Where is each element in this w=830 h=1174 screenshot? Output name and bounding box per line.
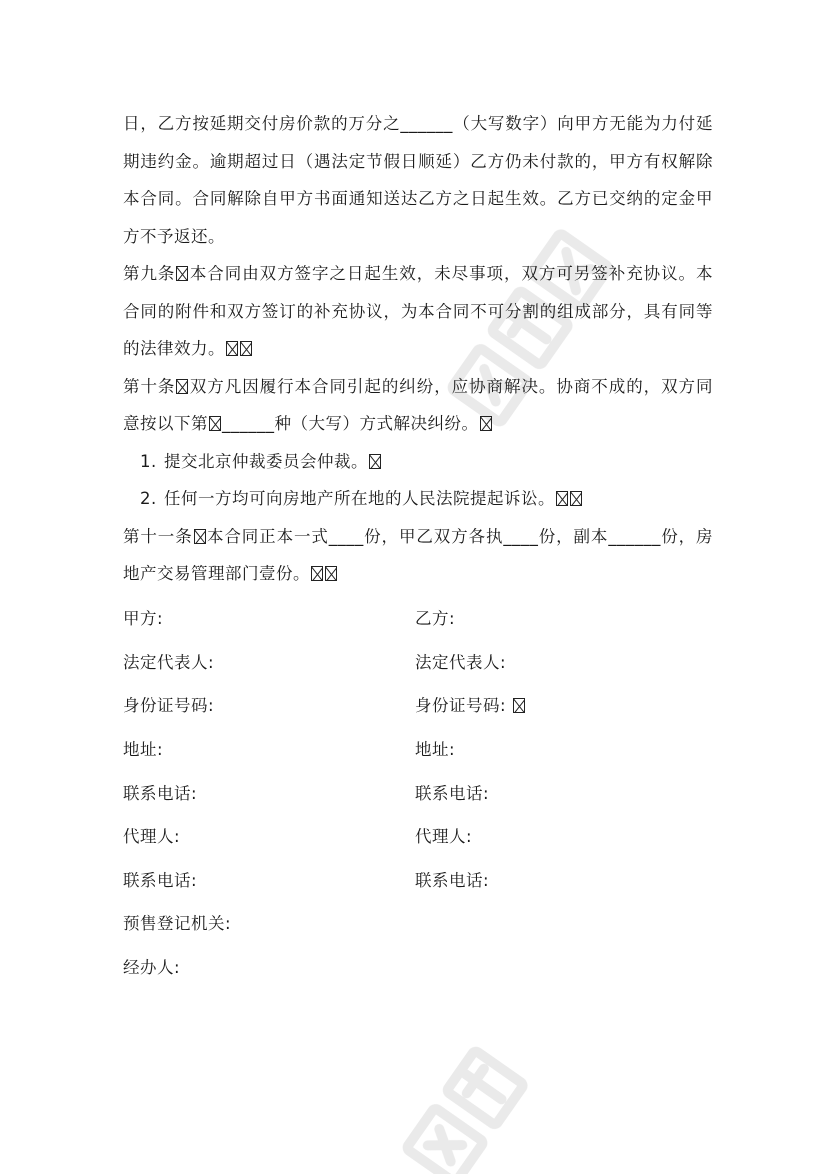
signature-row	[123, 944, 713, 988]
signature-row	[123, 813, 713, 857]
party-a-address: 地址:	[123, 740, 164, 760]
signature-row	[123, 639, 713, 683]
list-item-number: 2.	[140, 489, 157, 508]
missing-glyph-icon	[176, 379, 188, 394]
party-a-agent: 代理人:	[123, 827, 181, 847]
article-9-text: 本合同由双方签字之日起生效，未尽事项，双方可另签补充协议。本合同的附件和双方签订的补充协议，为本合同不可分割的组成部分，具有同等的法律效力。	[123, 264, 714, 358]
missing-glyph-icon	[556, 491, 568, 506]
article-10-text: 双方凡因履行本合同引起的纠纷，应协商解决。协商不成的，双方同意按以下第	[123, 376, 714, 433]
article-9-label: 第九条	[123, 264, 176, 283]
missing-glyph-icon	[325, 566, 337, 581]
party-b-phone: 联系电话:	[415, 783, 490, 803]
paragraph-penalty-text: 日，乙方按延期交付房价款的万分之______（大写数字）向甲方无能为力付延期违约金。逾期超过日（遇法定节假日顺延）乙方仍未付款的，甲方有权解除本合同。合同解除自甲方书面通知送达乙方之日起生效。乙方已交纳的定金甲方不予返还。	[123, 114, 713, 246]
list-item-number: 1.	[140, 451, 157, 471]
missing-glyph-icon	[176, 266, 188, 281]
missing-glyph-icon	[240, 341, 252, 356]
signature-row	[123, 596, 713, 640]
document-page	[123, 105, 713, 988]
article-10-text-end: ______种（大写）方式解决纠纷。	[222, 414, 479, 433]
signature-row	[123, 857, 713, 901]
party-b-legal-rep: 法定代表人:	[415, 652, 507, 672]
signature-row	[123, 901, 713, 945]
missing-glyph-icon	[369, 454, 381, 469]
presale-registration-authority: 预售登记机关:	[123, 914, 232, 934]
signature-row	[123, 770, 713, 814]
signature-row	[123, 683, 713, 727]
missing-glyph-icon	[480, 416, 492, 431]
paragraph-article-10	[123, 368, 713, 443]
list-item-text: 提交北京仲裁委员会仲裁。	[164, 451, 368, 471]
party-b-id-number: 身份证号码:	[415, 696, 507, 716]
missing-glyph-icon	[194, 529, 206, 544]
list-item	[123, 480, 713, 518]
party-a-legal-rep: 法定代表人:	[123, 652, 215, 672]
paragraph-article-9	[123, 255, 713, 368]
signature-block	[123, 596, 713, 988]
article-11-text: 本合同正本一式____份，甲乙双方各执____份，副本______份，房地产交易管理部门壹份。	[123, 526, 714, 583]
paragraph-penalty	[123, 105, 713, 255]
missing-glyph-icon	[209, 416, 221, 431]
missing-glyph-icon	[311, 566, 323, 581]
missing-glyph-icon	[513, 698, 525, 713]
party-b-label: 乙方:	[415, 609, 456, 629]
list-item-text: 任何一方均可向房地产所在地的人民法院提起诉讼。	[164, 489, 555, 508]
party-a-id-number: 身份证号码:	[123, 696, 215, 716]
party-b-address: 地址:	[415, 740, 456, 760]
party-b-agent-phone: 联系电话:	[415, 870, 490, 890]
handler: 经办人:	[123, 958, 181, 978]
party-b-id-number-cell	[415, 692, 713, 716]
party-b-agent: 代理人:	[415, 827, 473, 847]
paragraph-article-11	[123, 518, 713, 593]
missing-glyph-icon	[570, 491, 582, 506]
party-a-label: 甲方:	[123, 609, 164, 629]
missing-glyph-icon	[226, 341, 238, 356]
article-10-label: 第十条	[123, 376, 176, 396]
article-11-label: 第十一条	[123, 526, 193, 546]
list-item	[123, 443, 713, 481]
signature-row	[123, 726, 713, 770]
party-a-agent-phone: 联系电话:	[123, 870, 198, 890]
party-a-phone: 联系电话:	[123, 783, 198, 803]
